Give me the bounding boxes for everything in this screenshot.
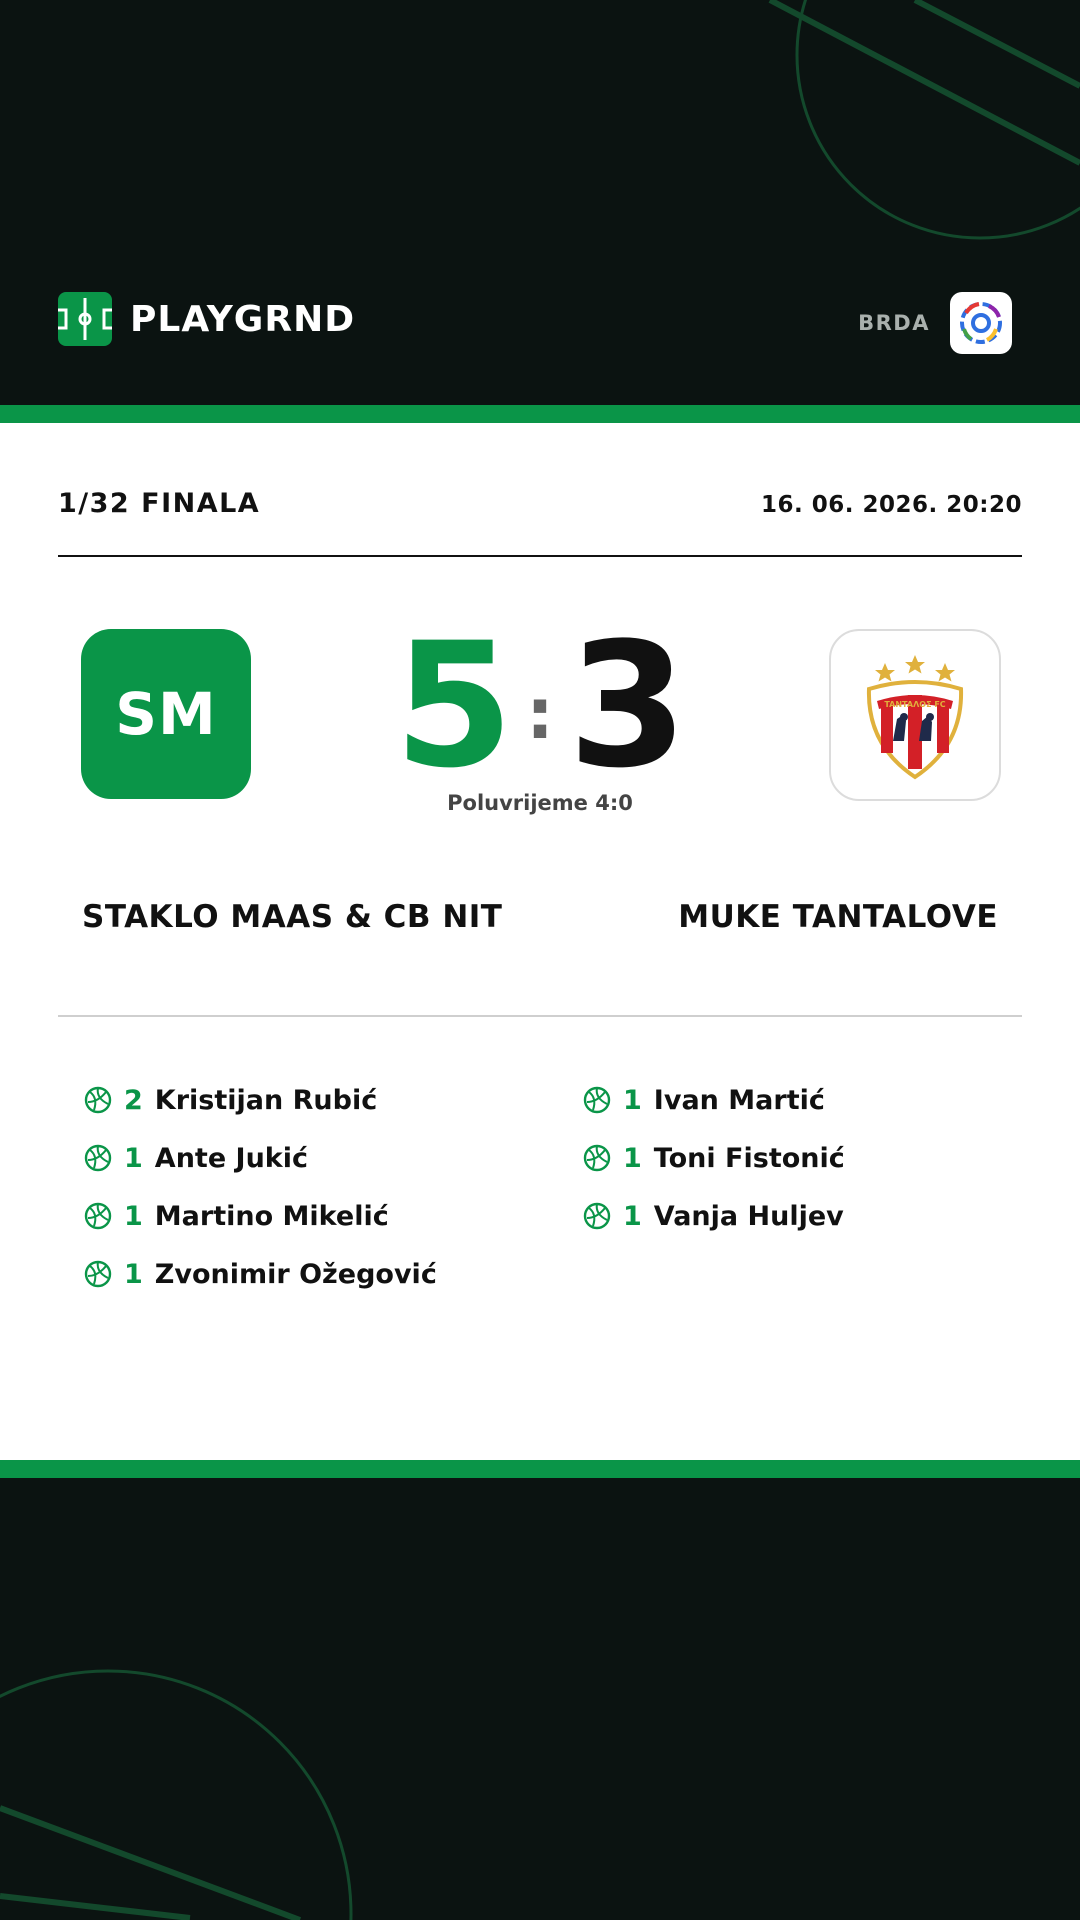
home-score: 5 <box>394 605 514 806</box>
player-name[interactable]: Vanja Huljev <box>653 1200 844 1232</box>
away-team-crest <box>855 645 975 785</box>
brand-name: PLAYGRND <box>130 298 356 340</box>
match-datetime: 16. 06. 2026. 20:20 <box>761 492 1022 518</box>
player-name[interactable]: Martino Mikelić <box>154 1200 389 1232</box>
away-crest-text: TANTAΛOΣ FC <box>884 700 946 709</box>
scorer-row <box>583 1187 845 1245</box>
goal-count: 1 <box>124 1258 143 1290</box>
score-separator: : <box>526 673 554 755</box>
ball-icon <box>84 1260 112 1288</box>
home-team-name[interactable]: STAKLO MAAS & CB NIT <box>82 899 503 935</box>
ball-icon <box>84 1144 112 1172</box>
player-name[interactable]: Kristijan Rubić <box>154 1084 378 1116</box>
ball-icon <box>583 1202 611 1230</box>
ball-icon <box>84 1086 112 1114</box>
match-card <box>0 423 1080 1460</box>
ball-icon <box>583 1144 611 1172</box>
scorer-row <box>84 1187 437 1245</box>
player-name[interactable]: Ante Jukić <box>154 1142 309 1174</box>
player-name[interactable]: Toni Fistonić <box>653 1142 845 1174</box>
player-name[interactable]: Zvonimir Ožegović <box>154 1258 437 1290</box>
scorer-row <box>84 1071 437 1129</box>
header <box>0 0 1080 405</box>
away-team-name[interactable]: MUKE TANTALOVE <box>678 899 998 935</box>
goal-count: 1 <box>124 1142 143 1174</box>
goal-count: 1 <box>623 1200 642 1232</box>
player-name[interactable]: Ivan Martić <box>653 1084 825 1116</box>
divider <box>58 1015 1022 1017</box>
goal-count: 1 <box>124 1200 143 1232</box>
divider <box>58 555 1022 557</box>
goal-count: 1 <box>623 1142 642 1174</box>
scorer-row <box>84 1245 437 1303</box>
pitch-logo-icon <box>58 292 112 346</box>
brand[interactable] <box>58 292 355 346</box>
footer-decoration <box>0 1478 1080 1920</box>
region[interactable] <box>858 292 1012 354</box>
round-label: 1/32 FINALA <box>58 488 261 519</box>
ball-icon <box>583 1086 611 1114</box>
region-logo-icon <box>950 292 1012 354</box>
accent-stripe-top <box>0 405 1080 423</box>
away-scorers-list <box>583 1071 845 1245</box>
goal-count: 1 <box>623 1084 642 1116</box>
scoreboard <box>380 601 700 811</box>
scorer-row <box>583 1129 845 1187</box>
region-label: BRDA <box>858 311 930 335</box>
ball-icon <box>84 1202 112 1230</box>
home-scorers-list <box>84 1071 437 1303</box>
away-team-badge[interactable] <box>829 629 1001 801</box>
home-team-initials: SM <box>115 680 217 748</box>
scorer-row <box>84 1129 437 1187</box>
home-team-badge[interactable] <box>81 629 251 799</box>
scorer-row <box>583 1071 845 1129</box>
goal-count: 2 <box>124 1084 143 1116</box>
away-score: 3 <box>568 605 688 806</box>
halftime-score: Poluvrijeme 4:0 <box>447 791 633 815</box>
accent-stripe-bottom <box>0 1460 1080 1478</box>
